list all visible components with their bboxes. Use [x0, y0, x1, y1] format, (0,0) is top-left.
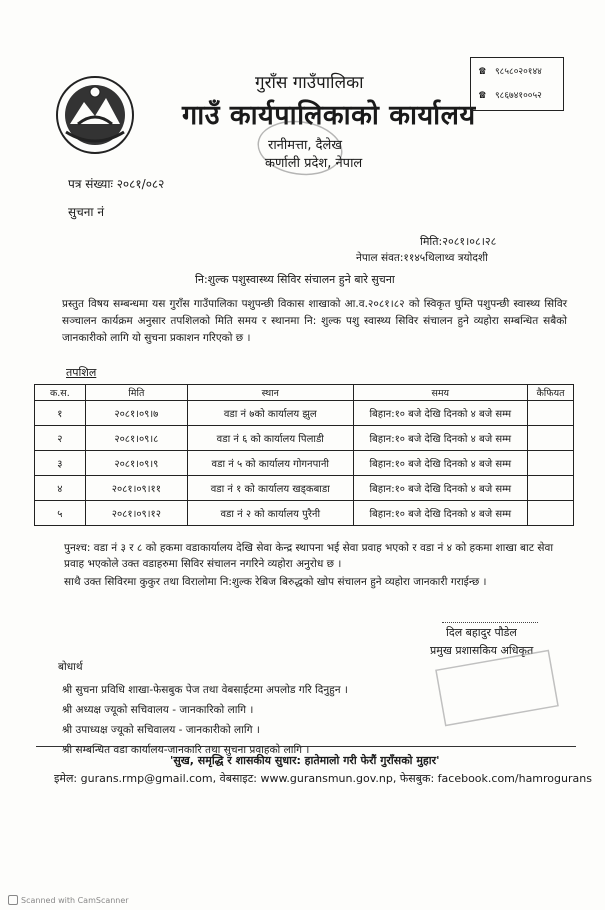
- col-header-remarks: कैफियत: [528, 385, 574, 401]
- official-stamp: [434, 648, 561, 728]
- cc-item: श्री सुचना प्रविधि शाखा-फेसबुक पेज तथा वेबसाईटमा अपलोड गरि दिनुहुन ।: [62, 684, 348, 696]
- footer-contact: इमेल: gurans.rmp@gmail.com, वेबसाइट: www.guransmun.gov.np, फेसबुक: facebook.com/hamrogurans: [54, 772, 592, 785]
- nepal-emblem-icon: [52, 72, 138, 158]
- cell-time: बिहान:१० बजे देखि दिनको ४ बजे सम्म: [353, 476, 527, 501]
- phone-icon: ☎: [479, 63, 486, 77]
- postscript-note: पुनश्च: वडा नं ३ र ८ को हकमा वडाकार्यालय देखि सेवा केन्द्र स्थापना भई सेवा प्रवाह भएको र वडा नं ४ को हकमा शाखा बाट सेवा प्रवाह भएकोले उक्त वडाहरुमा सिविर संचालन नगरिने व्यहोरा अनुरोध छ ।: [64, 542, 554, 570]
- camscanner-icon: [8, 895, 18, 905]
- cell-time: बिहान:१० बजे देखि दिनको ४ बजे सम्म: [353, 426, 527, 451]
- cell-remark: [528, 426, 574, 451]
- cell-place: वडा नं ५ को कार्यालय गोगनपानी: [188, 451, 354, 476]
- cell-date: २०८१।०९।८: [85, 426, 187, 451]
- cell-time: बिहान:१० बजे देखि दिनको ४ बजे सम्म: [353, 401, 527, 426]
- notice-number-label: सुचना नं: [68, 205, 104, 219]
- address-line-2: कर्णाली प्रदेश, नेपाल: [265, 156, 363, 171]
- table-row: [35, 426, 574, 451]
- office-title: गाउँ कार्यपालिकाको कार्यालय: [182, 100, 476, 131]
- cc-item: श्री सम्बन्धित वडा कार्यालय-जानकारि तथा सुचना प्रवाहको लागि ।: [62, 744, 310, 756]
- cell-remark: [528, 401, 574, 426]
- footer-slogan: 'सुख, समृद्धि र शासकीय सुधार: हातेमालो गरी फेरौं गुराँसको मुहार': [170, 754, 440, 767]
- signature-line: [442, 622, 538, 623]
- letter-date: मिति:२०८१।०८।२८: [420, 235, 497, 248]
- cell-time: बिहान:१० बजे देखि दिनको ४ बजे सम्म: [353, 451, 527, 476]
- cell-place: वडा नं २ को कार्यालय पुरैनी: [188, 501, 354, 526]
- table-row: [35, 451, 574, 476]
- nepal-samvat-date: नेपाल संवत:११४५थिलाथ्व त्रयोदशी: [356, 252, 488, 264]
- scanner-watermark: [8, 895, 129, 905]
- cell-time: बिहान:१० बजे देखि दिनको ४ बजे सम्म: [353, 501, 527, 526]
- cell-place: वडा नं १ को कार्यालय खड्कबाडा: [188, 476, 354, 501]
- municipality-name: गुराँस गाउँपालिका: [255, 73, 364, 93]
- table-row: [35, 501, 574, 526]
- phone-row: [471, 82, 563, 106]
- footer-divider: [36, 746, 576, 747]
- address-line-1: रानीमत्ता, दैलेख: [268, 138, 343, 153]
- col-header-time: समय: [353, 385, 527, 401]
- schedule-table: [34, 384, 574, 526]
- table-header-row: [35, 385, 574, 401]
- cell-place: वडा नं ६ को कार्यालय पिलाडी: [188, 426, 354, 451]
- subject-line: नि:शुल्क पशुस्वास्थ्य सिविर संचालन हुने बारे सुचना: [195, 273, 395, 286]
- cell-remark: [528, 476, 574, 501]
- cell-sn: २: [35, 426, 86, 451]
- cell-date: २०८१।०९।१२: [85, 501, 187, 526]
- cc-list: [62, 680, 348, 760]
- cell-sn: ४: [35, 476, 86, 501]
- schedule-label: तपशिल: [66, 366, 97, 379]
- cell-place: वडा नं ७को कार्यालय झुल: [188, 401, 354, 426]
- cc-item: श्री उपाध्यक्ष ज्यूको सचिवालय - जानकारीको लागि ।: [62, 724, 260, 736]
- cc-heading: बोधार्थ: [58, 661, 83, 673]
- phone-row: [471, 58, 563, 82]
- cell-sn: १: [35, 401, 86, 426]
- phone-number: ९८५८०२०१४४: [495, 66, 542, 77]
- reference-number: पत्र संख्याः २०८१/०८२: [68, 177, 165, 191]
- col-header-place: स्थान: [188, 385, 354, 401]
- cell-sn: ५: [35, 501, 86, 526]
- table-row: [35, 476, 574, 501]
- col-header-sn: क.स.: [35, 385, 86, 401]
- cell-date: २०८१।०९।७: [85, 401, 187, 426]
- phone-box: [470, 57, 564, 111]
- signatory-title: प्रमुख प्रशासकिय अधिकृत: [430, 644, 534, 657]
- cell-remark: [528, 501, 574, 526]
- phone-icon: ☎: [479, 87, 486, 101]
- cell-date: २०८१।०९।११: [85, 476, 187, 501]
- table-row: [35, 401, 574, 426]
- signatory-name: दिल बहादुर पौडेल: [446, 626, 517, 639]
- scanner-watermark-text: Scanned with CamScanner: [21, 895, 129, 905]
- body-paragraph: प्रस्तुत विषय सम्बन्धमा यस गुराँस गाउँपालिका पशुपन्छी विकास शाखाको आ.व.२०८१।८२ को स्विकृत घुम्ति पशुपन्छी स्वास्थ्य सिविर सञ्चालन कार्यक्रम अनुसार तपशिलको मिति समय र स्थानमा नि: शुल्क पशु स्वास्थ्य सिविर संचालन हुने व्यहोरा सम्बन्धित सबैको जानकारीको लागि यो सुचना प्रकाशन गरिएको छ ।: [62, 298, 567, 344]
- cell-remark: [528, 451, 574, 476]
- cell-sn: ३: [35, 451, 86, 476]
- col-header-date: मिति: [85, 385, 187, 401]
- vaccination-note: साथै उक्त सिविरमा कुकुर तथा विरालोमा नि:शुल्क रेबिज बिरुद्धको खोप संचालन हुने व्यहोरा जानकारी गराईन्छ ।: [64, 576, 487, 588]
- cell-date: २०८१।०९।९: [85, 451, 187, 476]
- phone-number: ९८६७४१००५२: [495, 90, 542, 101]
- cc-item: श्री अध्यक्ष ज्यूको सचिवालय - जानकारिको लागि ।: [62, 704, 254, 716]
